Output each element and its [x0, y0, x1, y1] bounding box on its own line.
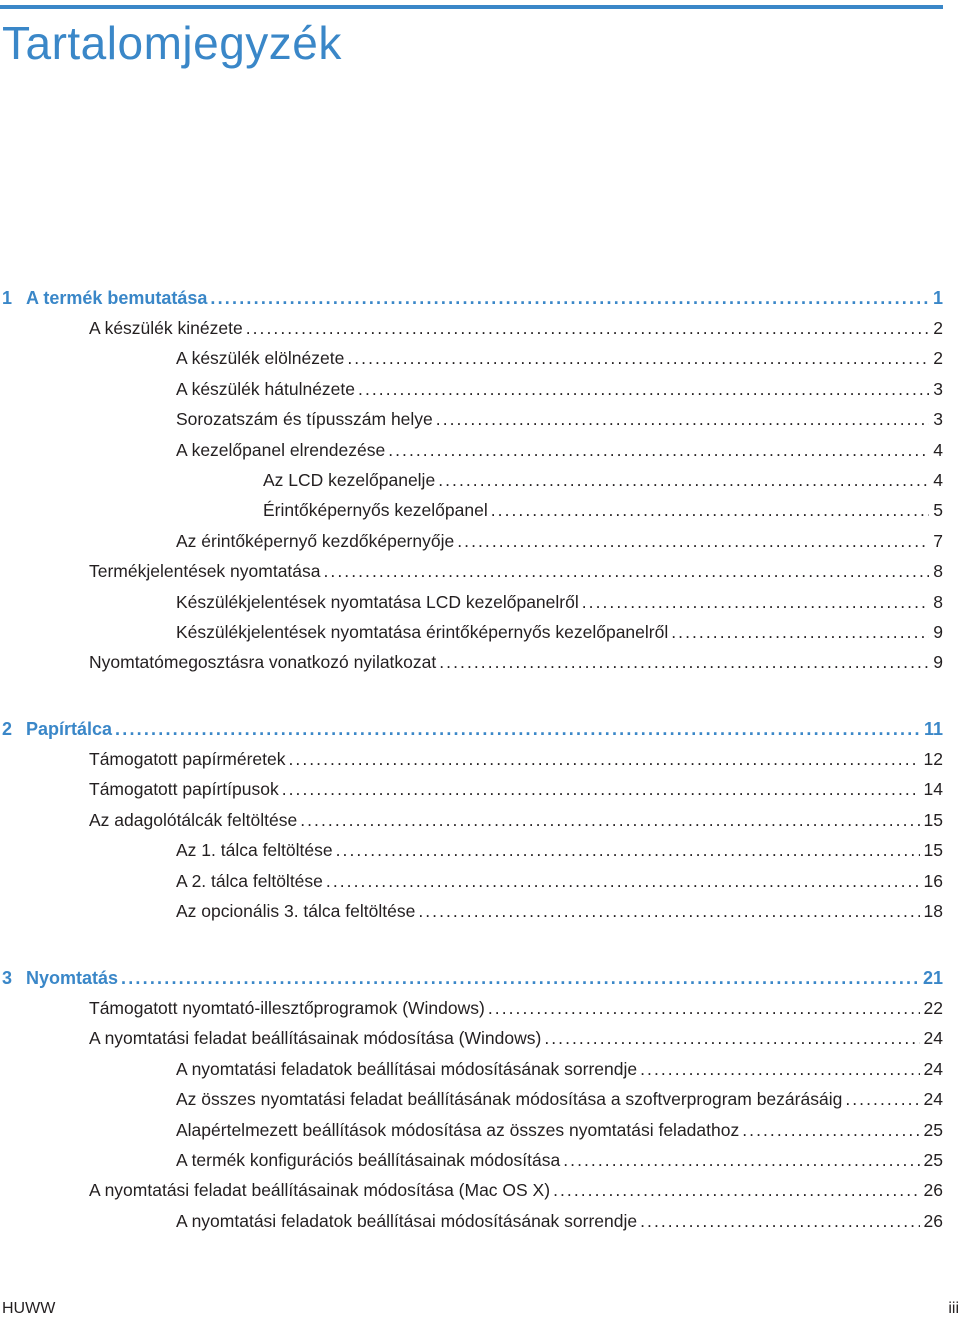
toc-page-number: 3: [933, 409, 943, 430]
toc-chapter-number: 3: [2, 967, 13, 988]
toc-entry[interactable]: [176, 868, 943, 894]
toc-entry-title: A készülék hátulnézete: [176, 378, 356, 399]
toc-page-number: 24: [923, 1089, 943, 1110]
toc-entry[interactable]: [263, 467, 943, 493]
toc-entry[interactable]: [89, 650, 943, 676]
toc-entry-title: Az adagolótálcák feltöltése: [89, 809, 298, 830]
dot-leader: [324, 561, 930, 582]
dot-leader: [491, 500, 930, 521]
toc-entry[interactable]: [176, 346, 943, 372]
toc-entry-title: Alapértelmezett beállítások módosítása az összes nyomtatási feladathoz: [176, 1119, 740, 1140]
toc-page-number: 9: [933, 621, 943, 642]
toc-entry[interactable]: [176, 619, 943, 645]
dot-leader: [582, 592, 930, 613]
toc-chapter-title-text: Papírtálca: [26, 718, 113, 739]
toc-entry-title: Nyomtatómegosztásra vonatkozó nyilatkozat: [89, 652, 437, 673]
toc-entry[interactable]: [176, 1087, 943, 1113]
toc-entry-title: A készülék elölnézete: [176, 348, 345, 369]
dot-leader: [553, 1180, 919, 1201]
dot-leader: [358, 379, 929, 400]
toc-entry[interactable]: [176, 437, 943, 463]
toc-page-number: 14: [923, 779, 943, 800]
toc-entry[interactable]: [89, 315, 943, 341]
toc-entry-title: A nyomtatási feladat beállításainak módosítása (Windows): [89, 1028, 542, 1049]
toc-entry[interactable]: [89, 777, 943, 803]
toc-page-number: 8: [933, 591, 943, 612]
toc-chapter-2[interactable]: [2, 716, 943, 742]
toc-entry[interactable]: [89, 995, 943, 1021]
dot-leader: [742, 1120, 919, 1141]
dot-leader: [845, 1089, 919, 1110]
toc-page-number: 3: [933, 378, 943, 399]
toc-entry[interactable]: [176, 528, 943, 554]
toc-page-number: 18: [923, 900, 943, 921]
toc-page-number: 8: [933, 561, 943, 582]
toc-entry[interactable]: [176, 1117, 943, 1143]
toc-page-number: 15: [923, 840, 943, 861]
toc-entry-title: Az opcionális 3. tálca feltöltése: [176, 900, 416, 921]
toc-entry-title: A készülék kinézete: [89, 317, 243, 338]
dot-leader: [121, 968, 919, 989]
toc-page-number: 26: [923, 1180, 943, 1201]
toc-page-number: 25: [923, 1119, 943, 1140]
toc-page-number: 5: [933, 500, 943, 521]
dot-leader: [640, 1211, 919, 1232]
toc-entry-title: A 2. tálca feltöltése: [176, 870, 323, 891]
dot-leader: [640, 1059, 919, 1080]
toc-page-number: 24: [923, 1058, 943, 1079]
toc-page-number: 4: [933, 439, 943, 460]
dot-leader: [326, 871, 920, 892]
toc-entry[interactable]: [176, 1147, 943, 1173]
dot-leader: [388, 440, 929, 461]
toc-entry[interactable]: [89, 746, 943, 772]
toc-chapter-number: 1: [2, 287, 13, 308]
toc-page-number: 7: [933, 530, 943, 551]
toc-page-number: 1: [932, 287, 943, 308]
dot-leader: [246, 318, 930, 339]
toc-entry[interactable]: [176, 838, 943, 864]
dot-leader: [436, 409, 929, 430]
dot-leader: [418, 901, 919, 922]
toc-page-number: 11: [923, 718, 943, 739]
toc-entry-title: Az érintőképernyő kezdőképernyője: [176, 530, 455, 551]
footer-page-number: iii: [948, 1300, 959, 1317]
dot-leader: [457, 531, 929, 552]
toc-entry[interactable]: [176, 407, 943, 433]
toc-page-number: 16: [923, 870, 943, 891]
dot-leader: [336, 840, 920, 861]
toc-page-number: 2: [933, 348, 943, 369]
toc-page-number: 15: [923, 809, 943, 830]
dot-leader: [115, 719, 920, 740]
toc-chapter-number: 2: [2, 718, 13, 739]
toc-entry-title: A nyomtatási feladat beállításainak módosítása (Mac OS X): [89, 1180, 551, 1201]
dot-leader: [544, 1028, 919, 1049]
dot-leader: [288, 749, 919, 770]
toc-entry[interactable]: [263, 498, 943, 524]
dot-leader: [671, 622, 929, 643]
toc-page-number: 4: [933, 469, 943, 490]
toc-entry-title: A kezelőpanel elrendezése: [176, 439, 386, 460]
toc-entry[interactable]: [89, 807, 943, 833]
toc-page-number: 9: [933, 652, 943, 673]
page-title: Tartalomjegyzék: [2, 17, 342, 69]
toc-chapter-title-text: A termék bemutatása: [26, 287, 208, 308]
toc-entry[interactable]: [176, 1208, 943, 1234]
toc-page-number: 24: [923, 1028, 943, 1049]
toc-page-number: 25: [923, 1149, 943, 1170]
toc-entry[interactable]: [89, 1178, 943, 1204]
toc-entry[interactable]: [89, 559, 943, 585]
toc-chapter-title: [2, 719, 115, 740]
toc-entry-title: A termék konfigurációs beállításainak módosítása: [176, 1149, 561, 1170]
dot-leader: [210, 288, 929, 309]
dot-leader: [438, 470, 929, 491]
footer-locale-code: HUWW: [2, 1300, 56, 1317]
dot-leader: [488, 998, 920, 1019]
toc-entry-title: Támogatott papírtípusok: [89, 779, 279, 800]
toc-page-number: 26: [923, 1210, 943, 1231]
toc-entry-title: Az LCD kezelőpanelje: [263, 469, 436, 490]
dot-leader: [347, 348, 929, 369]
toc-page-number: 21: [922, 967, 943, 988]
dot-leader: [282, 779, 920, 800]
toc-chapter-title: [2, 288, 210, 309]
toc-entry-title: Az összes nyomtatási feladat beállításának módosítása a szoftverprogram bezárásáig: [176, 1089, 843, 1110]
toc-entry-title: Készülékjelentések nyomtatása LCD kezelőpanelről: [176, 591, 579, 612]
toc-entry-title: A nyomtatási feladatok beállításai módosításának sorrendje: [176, 1058, 638, 1079]
dot-leader: [439, 652, 929, 673]
toc-chapter-title-text: Nyomtatás: [26, 967, 119, 988]
toc-page-number: 22: [923, 997, 943, 1018]
toc-page-number: 12: [923, 748, 943, 769]
toc-entry[interactable]: [176, 898, 943, 924]
toc-entry[interactable]: [176, 589, 943, 615]
toc-entry-title: Sorozatszám és típusszám helye: [176, 409, 433, 430]
toc-entry[interactable]: [89, 1026, 943, 1052]
toc-entry-title: Termékjelentések nyomtatása: [89, 561, 321, 582]
toc-page-number: 2: [933, 317, 943, 338]
toc-entry-title: Érintőképernyős kezelőpanel: [263, 500, 488, 521]
toc-entry-title: A nyomtatási feladatok beállításai módosításának sorrendje: [176, 1210, 638, 1231]
dot-leader: [300, 810, 919, 831]
toc-entry-title: Az 1. tálca feltöltése: [176, 840, 333, 861]
toc-entry[interactable]: [176, 1056, 943, 1082]
toc-entry-title: Támogatott nyomtató-illesztőprogramok (Windows): [89, 997, 485, 1018]
toc-entry-title: Készülékjelentések nyomtatása érintőképernyős kezelőpanelről: [176, 621, 669, 642]
toc-chapter-1[interactable]: [2, 285, 943, 311]
toc-entry-title: Támogatott papírméretek: [89, 748, 286, 769]
dot-leader: [563, 1150, 919, 1171]
toc-entry[interactable]: [176, 376, 943, 402]
toc-chapter-title: [2, 968, 121, 989]
toc-chapter-3[interactable]: [2, 965, 943, 991]
